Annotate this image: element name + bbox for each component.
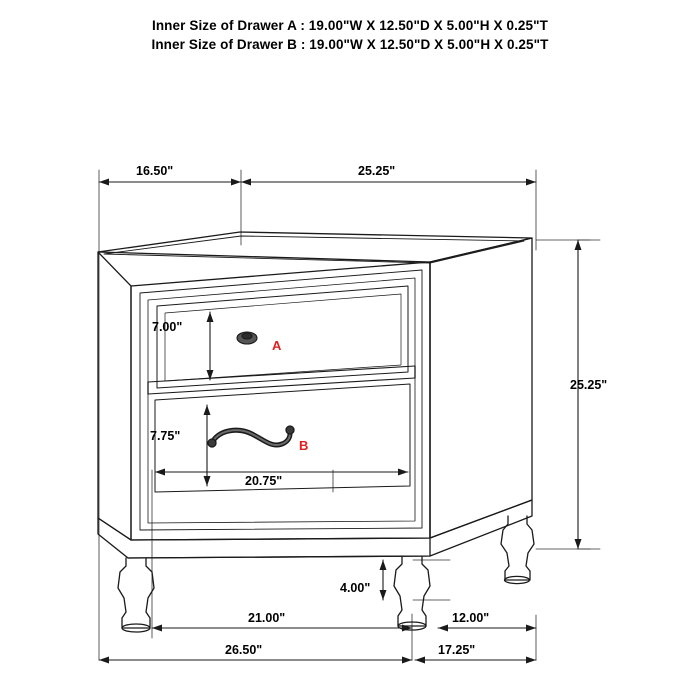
dim-top-right: 25.25" xyxy=(358,164,396,178)
drawer-b-label: B xyxy=(299,438,309,453)
dim-overall-width: 26.50" xyxy=(225,643,263,657)
dim-leg-height: 4.00" xyxy=(340,581,371,595)
header-line-1: Inner Size of Drawer A : 19.00"W X 12.50"D X 5.00"H X 0.25"T xyxy=(151,18,548,33)
drawer-a-label: A xyxy=(272,338,282,353)
dim-base-side-depth: 12.00" xyxy=(452,611,490,625)
dim-overall-depth: 17.25" xyxy=(438,643,476,657)
header-line-2: Inner Size of Drawer B : 19.00"W X 12.50"D X 5.00"H X 0.25"T xyxy=(151,37,549,52)
dim-drawer-b-height: 7.75" xyxy=(150,429,181,443)
dim-base-front-width: 21.00" xyxy=(248,611,286,625)
dim-drawer-a-height: 7.00" xyxy=(152,320,183,334)
dim-drawer-b-width: 20.75" xyxy=(245,474,283,488)
dim-top-left: 16.50" xyxy=(136,164,174,178)
dim-right-height: 25.25" xyxy=(570,378,608,392)
